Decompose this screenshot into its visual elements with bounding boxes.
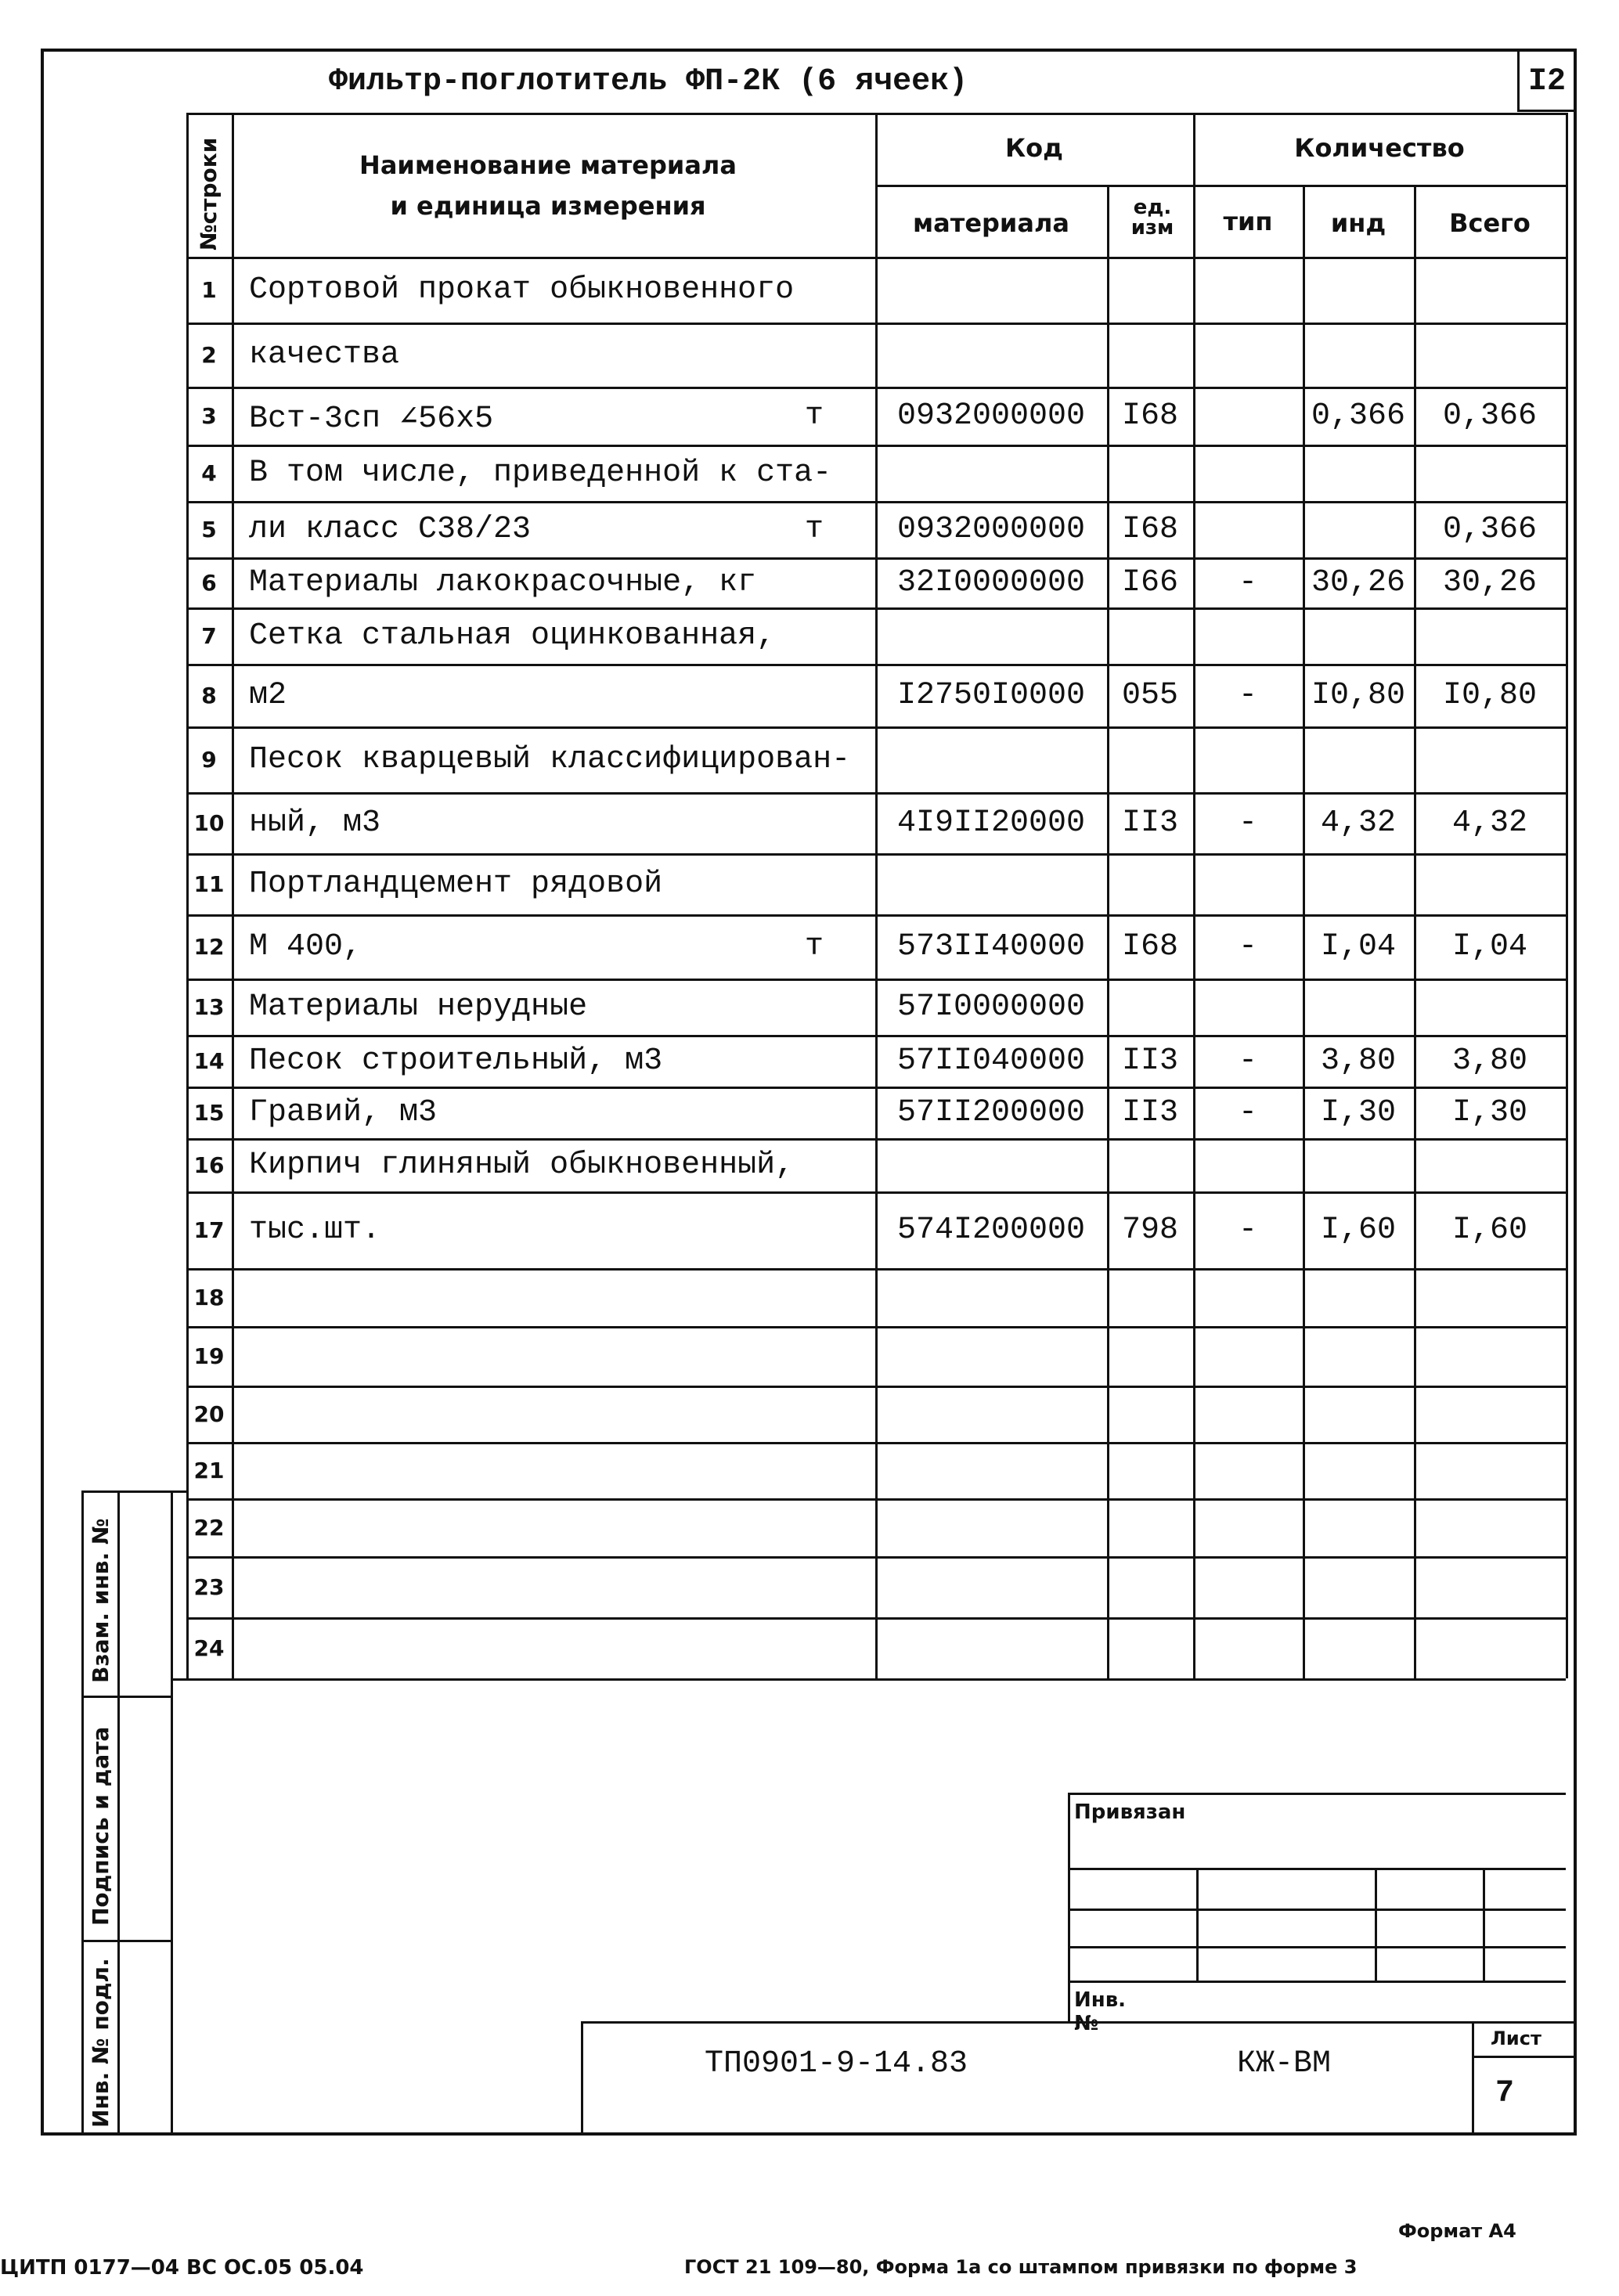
row-line — [186, 1268, 1566, 1271]
row-line — [186, 1138, 1566, 1141]
cell-name: Сетка стальная оцинкованная, — [249, 618, 776, 654]
cell-n: 2 — [201, 342, 217, 368]
side-strip-div2 — [81, 1940, 171, 1942]
cell-n: 16 — [193, 1152, 225, 1178]
stamp-privyazan: Привязан — [1074, 1800, 1186, 1824]
cell-name: Гравий, м3 — [249, 1095, 438, 1130]
cell-unit-sym: т — [804, 398, 824, 434]
cell-code: 57II040000 — [896, 1043, 1086, 1079]
cell-unit: II3 — [1121, 1043, 1178, 1079]
cell-total: 0,366 — [1442, 512, 1538, 547]
cell-total: 0,366 — [1442, 398, 1538, 434]
row-line — [186, 323, 1566, 325]
sheet-number: 7 — [1495, 2076, 1515, 2111]
cell-name: Материалы лакокрасочные, кг — [249, 565, 757, 600]
title-block-sheet-line — [1472, 2056, 1577, 2058]
row-line — [186, 853, 1566, 856]
cell-unit-sym: т — [804, 512, 824, 547]
cell-n: 3 — [201, 403, 217, 429]
header-qty-total: Всего — [1449, 208, 1531, 238]
cell-name: Песок строительный, м3 — [249, 1043, 663, 1079]
cell-n: 8 — [201, 683, 217, 708]
sheet-label: Лист — [1491, 2027, 1541, 2049]
cell-code: 57I0000000 — [896, 989, 1086, 1025]
row-line — [186, 607, 1566, 610]
stamp-line4 — [1068, 1981, 1566, 1983]
cell-n: 11 — [193, 871, 225, 897]
row-line — [186, 445, 1566, 447]
cell-code: 0932000000 — [896, 512, 1086, 547]
header-qty-ind: инд — [1330, 208, 1386, 238]
side-label-inv-vzam: Взам. инв. № — [88, 1518, 114, 1683]
cell-n: 18 — [193, 1285, 225, 1310]
cell-n: 9 — [201, 747, 217, 773]
cell-unit-sym: т — [804, 929, 824, 964]
stamp-col1 — [1196, 1868, 1199, 1981]
table-right-line — [1566, 113, 1568, 1678]
cell-type: - — [1238, 1213, 1257, 1248]
cell-n: 7 — [201, 623, 217, 649]
cell-n: 19 — [193, 1343, 225, 1369]
header-quantity: Количество — [1294, 133, 1465, 163]
cell-ind: I0,80 — [1311, 678, 1406, 713]
cell-n: 15 — [193, 1100, 225, 1126]
cell-unit: I68 — [1121, 398, 1178, 434]
row-line — [186, 792, 1566, 795]
cell-code: I2750I0000 — [896, 678, 1086, 713]
cell-type: - — [1238, 1095, 1257, 1130]
header-name-line2: и единица измерения — [390, 191, 706, 221]
stamp-top — [1068, 1793, 1566, 1795]
cell-code: 4I9II20000 — [896, 806, 1086, 841]
cell-ind: I,30 — [1320, 1095, 1396, 1130]
header-bottom-line — [186, 257, 1566, 259]
side-strip-div1 — [81, 1696, 171, 1698]
cell-code: 57II200000 — [896, 1095, 1086, 1130]
document-code: ТП0901-9-14.83 — [705, 2046, 968, 2082]
cell-total: I,60 — [1451, 1213, 1527, 1248]
cell-type: - — [1238, 565, 1257, 600]
row-line — [186, 1035, 1566, 1037]
cell-n: 21 — [193, 1458, 225, 1483]
cell-unit: II3 — [1121, 806, 1178, 841]
cell-ind: 4,32 — [1320, 806, 1396, 841]
side-label-sign-date: Подпись и дата — [88, 1726, 114, 1926]
row-line — [186, 1617, 1566, 1620]
row-line — [186, 1326, 1566, 1328]
cell-code: 0932000000 — [896, 398, 1086, 434]
stamp-col2 — [1375, 1868, 1377, 1981]
cell-type: - — [1238, 1043, 1257, 1079]
cell-n: 20 — [193, 1401, 225, 1427]
header-code-material: материала — [913, 208, 1069, 238]
document-title: Фильтр-поглотитель ФП-2К (6 ячеек) — [329, 64, 968, 99]
cell-n: 6 — [201, 570, 217, 596]
cell-ind: 30,26 — [1311, 565, 1406, 600]
cell-unit: I68 — [1121, 512, 1178, 547]
cell-n: 5 — [201, 517, 217, 542]
cell-code: 574I200000 — [896, 1213, 1086, 1248]
cell-total: 30,26 — [1442, 565, 1538, 600]
stamp-line3 — [1068, 1946, 1566, 1948]
cell-name: м2 — [249, 678, 287, 713]
cell-name: М 400, — [249, 929, 362, 964]
cell-ind: I,04 — [1320, 929, 1396, 964]
cell-name: качества — [249, 337, 400, 373]
stamp-line1 — [1068, 1868, 1566, 1870]
row-line — [186, 1498, 1566, 1501]
cell-type: - — [1238, 806, 1257, 841]
cell-name: Сортовой прокат обыкновенного — [249, 272, 795, 308]
cell-total: I,04 — [1451, 929, 1527, 964]
side-strip-left — [81, 1490, 84, 2136]
cell-name: ный, м3 — [249, 806, 381, 841]
cell-name: тыс.шт. — [249, 1213, 381, 1248]
header-code-unit: ед. изм — [1130, 196, 1174, 240]
cell-name: Песок кварцевый классифицирован- — [249, 742, 851, 777]
cell-total: 4,32 — [1451, 806, 1527, 841]
cell-type: - — [1238, 678, 1257, 713]
cell-n: 4 — [201, 460, 217, 486]
title-block-sheet-divider — [1472, 2021, 1474, 2136]
cell-total: I0,80 — [1442, 678, 1538, 713]
cell-name: Портландцемент рядовой — [249, 867, 663, 902]
sheet-corner-number: I2 — [1528, 64, 1567, 99]
header-row-number: №строки — [196, 137, 222, 251]
cell-ind: 3,80 — [1320, 1043, 1396, 1079]
stamp-inv-no: Инв. № — [1074, 1988, 1127, 2035]
row-line — [186, 501, 1566, 503]
footer-right: ГОСТ 21 109—80, Форма 1а со штампом привязки по форме 3 — [684, 2256, 1358, 2278]
cell-name: Материалы нерудные — [249, 989, 588, 1025]
stamp-col3 — [1483, 1868, 1485, 1981]
row-line — [186, 387, 1566, 389]
cell-n: 17 — [193, 1217, 225, 1243]
cell-n: 14 — [193, 1048, 225, 1074]
row-line — [186, 1386, 1566, 1388]
cell-unit: 055 — [1121, 678, 1178, 713]
cell-total: 3,80 — [1451, 1043, 1527, 1079]
cell-ind: I,60 — [1320, 1213, 1396, 1248]
cell-n: 22 — [193, 1515, 225, 1541]
cell-unit: II3 — [1121, 1095, 1178, 1130]
cell-n: 12 — [193, 934, 225, 960]
cell-n: 10 — [193, 810, 225, 836]
side-inner-line — [171, 1490, 173, 2136]
stamp-left — [1068, 1793, 1070, 2021]
cell-code: 573II40000 — [896, 929, 1086, 964]
row-line — [186, 1087, 1566, 1089]
header-code: Код — [1005, 133, 1063, 163]
stamp-line2 — [1068, 1909, 1566, 1911]
cell-unit: I68 — [1121, 929, 1178, 964]
cell-n: 13 — [193, 994, 225, 1020]
cell-name: ли класс С38/23 — [249, 512, 532, 547]
cell-name: Вст-3сп ∠56x5 — [249, 402, 494, 437]
cell-unit: I66 — [1121, 565, 1178, 600]
row-line — [186, 1191, 1566, 1194]
cell-n: 1 — [201, 277, 217, 303]
cell-n: 23 — [193, 1574, 225, 1600]
row-line — [186, 726, 1566, 729]
title-block-top — [581, 2021, 1577, 2024]
side-strip-right — [117, 1490, 120, 2136]
footer-left: ЦИТП 0177—04 ВС ОС.05 05.04 — [0, 2256, 364, 2280]
row-line — [186, 914, 1566, 917]
cell-name: Кирпич глиняный обыкновенный, — [249, 1148, 795, 1183]
table-bottom-line — [171, 1678, 1566, 1681]
header-mid-line — [875, 185, 1566, 187]
cell-n: 24 — [193, 1635, 225, 1661]
header-name-line1: Наименование материала — [359, 150, 737, 180]
side-label-inv-podl: Инв. № подл. — [88, 1958, 114, 2128]
document-mark: КЖ-ВМ — [1237, 2046, 1332, 2082]
row-line — [186, 979, 1566, 981]
cell-name: В том числе, приведенной к ста- — [249, 456, 832, 491]
cell-ind: 0,366 — [1311, 398, 1406, 434]
title-block-left — [581, 2021, 583, 2136]
row-line — [186, 557, 1566, 560]
header-qty-type: тип — [1223, 207, 1273, 236]
row-line — [186, 1556, 1566, 1559]
cell-total: I,30 — [1451, 1095, 1527, 1130]
cell-code: 32I0000000 — [896, 565, 1086, 600]
cell-unit: 798 — [1121, 1213, 1178, 1248]
row-line — [186, 664, 1566, 666]
cell-type: - — [1238, 929, 1257, 964]
row-line — [186, 1442, 1566, 1444]
format-label: Формат А4 — [1398, 2220, 1516, 2242]
